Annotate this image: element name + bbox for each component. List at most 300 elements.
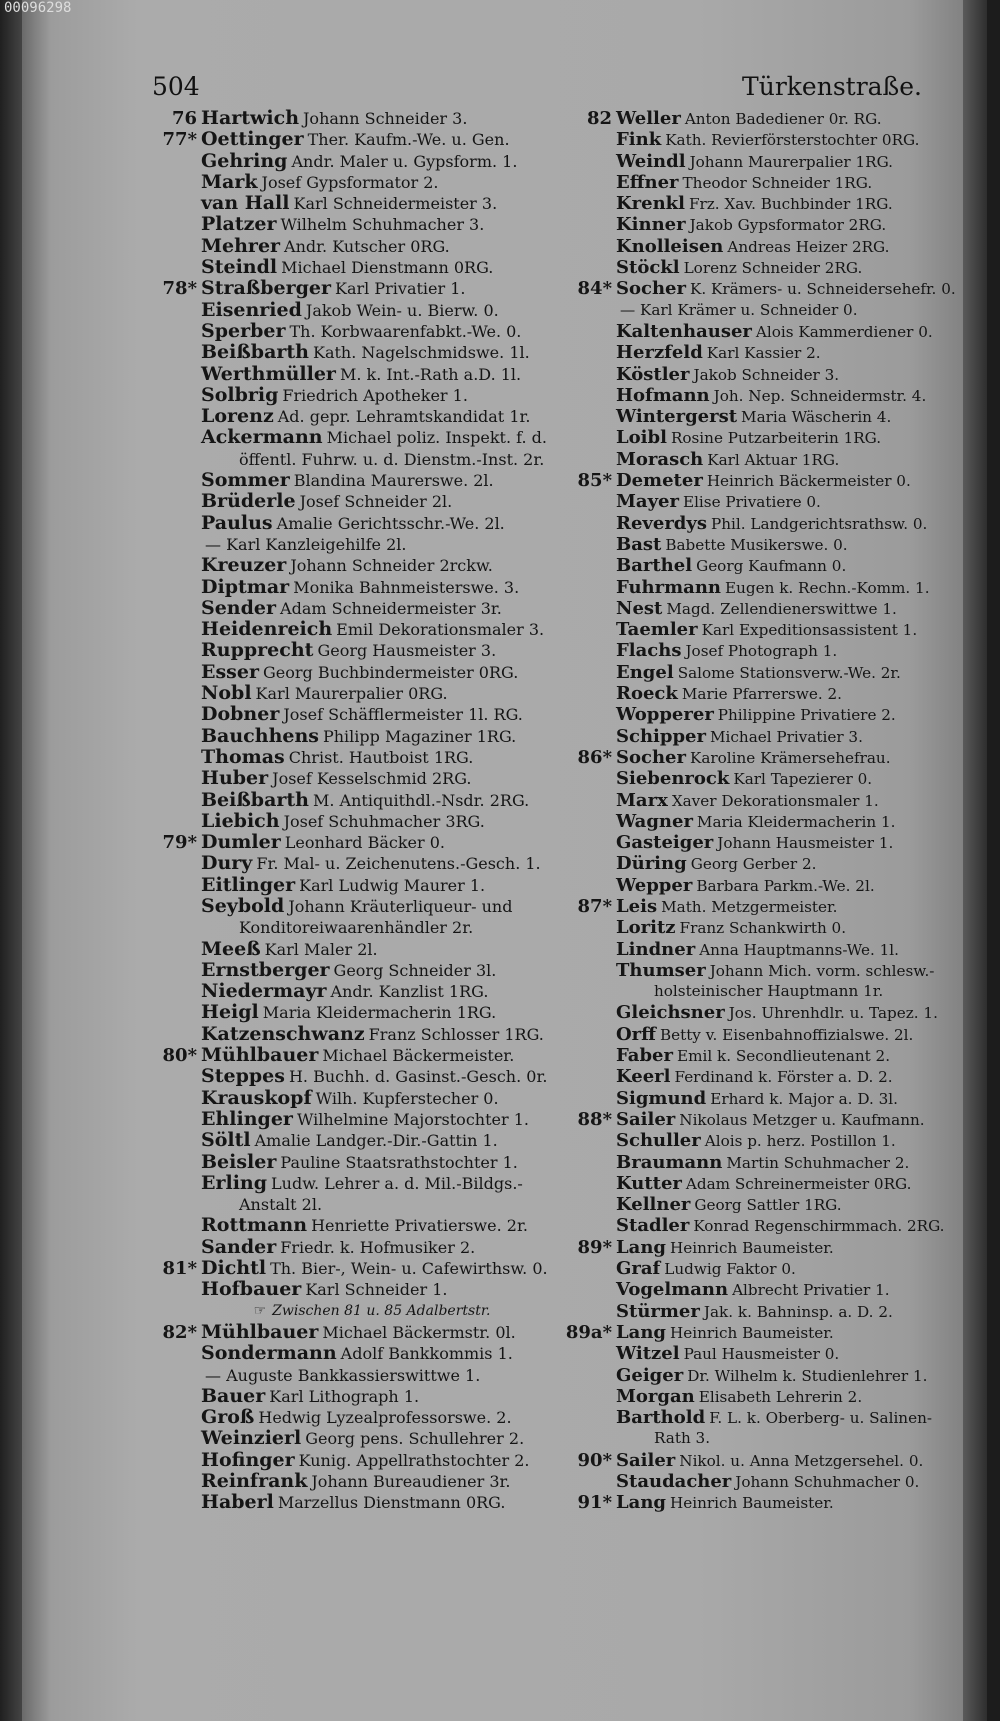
resident-surname: Stöckl: [616, 257, 680, 279]
house-number: 80*: [162, 1045, 197, 1067]
resident-detail: Wilh. Kupferstecher 0.: [315, 1088, 499, 1108]
directory-entry: [557, 1258, 987, 1279]
directory-entry: [557, 875, 987, 896]
house-number: 78*: [162, 278, 197, 300]
resident-detail: öffentl. Fuhrw. u. d. Dienstm.-Inst. 2r.: [239, 449, 545, 469]
resident-detail: Rath 3.: [654, 1429, 711, 1448]
resident-surname: Engel: [616, 661, 674, 683]
section-note: [142, 1301, 602, 1322]
directory-entry: [557, 939, 987, 960]
resident-detail: Karl Maler 2l.: [264, 939, 378, 959]
resident-detail: Karl Schneidermeister 3.: [293, 194, 498, 214]
resident-surname: Sender: [201, 597, 277, 619]
directory-entry: [142, 555, 602, 576]
directory-entry: [142, 1002, 602, 1023]
resident-detail: Johann Hausmeister 1.: [717, 834, 894, 853]
resident-detail: Georg Buchbindermeister 0RG.: [262, 662, 519, 682]
resident-surname: Nest: [616, 597, 663, 619]
directory-entry: [142, 683, 602, 704]
resident-detail: Adolf Bankkommis 1.: [340, 1344, 513, 1364]
resident-detail: Georg pens. Schullehrer 2.: [305, 1429, 525, 1449]
directory-entry: [142, 321, 602, 342]
directory-entry: [142, 832, 602, 853]
directory-entry: [557, 1215, 987, 1236]
directory-entry: [142, 1130, 602, 1151]
directory-entry: [557, 534, 987, 555]
resident-surname: Wopperer: [616, 704, 714, 726]
directory-entry: [142, 1407, 602, 1428]
directory-entry: [557, 1194, 987, 1215]
directory-entry: [142, 811, 602, 832]
resident-detail: Karl Kassier 2.: [706, 344, 821, 363]
resident-detail: Andreas Heizer 2RG.: [727, 237, 890, 256]
resident-detail: Wilhelmine Majorstochter 1.: [296, 1109, 529, 1129]
directory-entry: [557, 1407, 987, 1428]
resident-detail: holsteinischer Hauptmann 1r.: [654, 982, 884, 1001]
resident-surname: Barthold: [616, 1407, 706, 1429]
directory-entry: [142, 981, 602, 1002]
resident-surname: Dumler: [201, 832, 281, 854]
resident-surname: Loibl: [616, 427, 667, 449]
directory-entry: [142, 236, 602, 257]
directory-entry: [142, 449, 602, 470]
resident-detail: Johann Kräuterliqueur- und: [288, 896, 513, 916]
resident-surname: Hofbauer: [201, 1279, 302, 1301]
resident-detail: Ferdinand k. Förster a. D. 2.: [674, 1068, 893, 1087]
resident-surname: Schipper: [616, 725, 706, 747]
resident-surname: Steindl: [201, 257, 278, 279]
directory-entry: [557, 1322, 987, 1343]
directory-entry: [142, 853, 602, 874]
resident-surname: Kutter: [616, 1172, 682, 1194]
resident-surname: Groß: [201, 1407, 255, 1429]
resident-detail: Michael Bäckermeister.: [322, 1046, 515, 1066]
directory-entry: [557, 300, 987, 321]
directory-entry: [557, 470, 987, 491]
directory-entry: [557, 278, 987, 299]
resident-surname: Geiger: [616, 1364, 684, 1386]
resident-surname: Platzer: [201, 214, 277, 236]
directory-entry: [557, 385, 987, 406]
directory-entry: [142, 960, 602, 981]
resident-detail: Andr. Maler u. Gypsform. 1.: [291, 151, 518, 171]
house-number: 91*: [577, 1492, 612, 1514]
directory-entry: [557, 981, 987, 1002]
street-title: Türkenstraße.: [742, 72, 922, 101]
house-number: 82: [586, 108, 612, 129]
resident-detail: Frz. Xav. Buchbinder 1RG.: [688, 195, 893, 214]
directory-entry: [557, 747, 987, 768]
directory-entry: [142, 1237, 602, 1258]
resident-detail: Josef Photograph 1.: [685, 642, 838, 661]
resident-detail: Josef Gypsformator 2.: [261, 172, 439, 192]
resident-detail: Kath. Revierförsterstochter 0RG.: [665, 131, 920, 150]
directory-entry: [142, 193, 602, 214]
resident-detail: — Karl Krämer u. Schneider 0.: [620, 300, 858, 319]
resident-surname: Weinzierl: [201, 1428, 302, 1450]
resident-detail: Phil. Landgerichtsrathsw. 0.: [710, 514, 928, 533]
directory-entry: [142, 1428, 602, 1449]
resident-surname: Weindl: [616, 150, 686, 172]
resident-surname: Schuller: [616, 1130, 701, 1152]
resident-detail: Maria Kleidermacherin 1.: [696, 812, 896, 831]
house-number: 76: [171, 108, 197, 129]
directory-entry: [557, 449, 987, 470]
directory-entry: [142, 172, 602, 193]
directory-entry: [142, 1492, 602, 1513]
resident-surname: Kreuzer: [201, 555, 287, 577]
resident-surname: Lorenz: [201, 406, 274, 428]
resident-detail: Adam Schneidermeister 3r.: [280, 598, 502, 618]
resident-surname: Huber: [201, 768, 269, 790]
directory-entry: [557, 1045, 987, 1066]
resident-detail: Emil k. Secondlieutenant 2.: [676, 1047, 891, 1066]
resident-surname: Esser: [201, 661, 259, 683]
resident-detail: Marie Pfarrerswe. 2.: [681, 685, 842, 704]
resident-detail: Math. Metzgermeister.: [661, 897, 838, 916]
resident-surname: Braumann: [616, 1151, 723, 1173]
resident-detail: Dr. Wilhelm k. Studienlehrer 1.: [687, 1366, 928, 1385]
directory-entry: [142, 875, 602, 896]
resident-surname: Gehring: [201, 150, 288, 172]
next-page-edge: [963, 0, 987, 1721]
resident-surname: Rupprecht: [201, 640, 314, 662]
resident-detail: Philippine Privatiere 2.: [717, 706, 896, 725]
directory-entry: [142, 577, 602, 598]
directory-entry: [142, 257, 602, 278]
directory-entry: [142, 1386, 602, 1407]
resident-surname: Vogelmann: [616, 1279, 729, 1301]
resident-surname: Mühlbauer: [201, 1321, 319, 1343]
house-number: 85*: [577, 470, 612, 492]
resident-detail: Karoline Krämersehefrau.: [690, 748, 891, 767]
resident-detail: Johann Schneider 2rckw.: [290, 556, 493, 576]
resident-surname: Düring: [616, 853, 687, 875]
page-number: 504: [152, 72, 200, 101]
directory-entry: [557, 1450, 987, 1471]
directory-entry: [142, 278, 602, 299]
directory-entry: [142, 1109, 602, 1130]
directory-entry: [557, 1237, 987, 1258]
resident-detail: Barbara Parkm.-We. 2l.: [696, 876, 875, 895]
directory-entry: [142, 491, 602, 512]
resident-detail: Philipp Magaziner 1RG.: [322, 726, 517, 746]
resident-surname: Sailer: [616, 1449, 676, 1471]
resident-surname: van Hall: [201, 193, 290, 215]
directory-entry: [557, 1002, 987, 1023]
resident-detail: K. Krämers- u. Schneidersehefr. 0.: [690, 280, 956, 299]
resident-detail: Michael Privatier 3.: [710, 727, 863, 746]
house-number: 84*: [577, 278, 612, 300]
directory-entry: [142, 1365, 602, 1386]
resident-surname: Krauskopf: [201, 1087, 312, 1109]
resident-surname: Mayer: [616, 491, 679, 513]
directory-entry: [142, 364, 602, 385]
directory-entry: [142, 342, 602, 363]
resident-surname: Reverdys: [616, 512, 707, 534]
resident-detail: Kath. Nagelschmidswe. 1l.: [313, 343, 530, 363]
resident-surname: Ackermann: [201, 427, 323, 449]
resident-detail: Karl Ludwig Maurer 1.: [299, 875, 486, 895]
resident-surname: Demeter: [616, 470, 703, 492]
page-header: [152, 72, 922, 106]
resident-detail: Karl Maurerpalier 0RG.: [255, 684, 448, 704]
resident-detail: Konrad Regenschirmmach. 2RG.: [693, 1217, 945, 1236]
directory-entry: [142, 1194, 602, 1215]
resident-surname: Thomas: [201, 746, 285, 768]
directory-entry: [557, 1173, 987, 1194]
resident-surname: Sigmund: [616, 1087, 707, 1109]
resident-surname: Erling: [201, 1172, 268, 1194]
house-number: 89a*: [565, 1321, 612, 1343]
directory-entry: [557, 598, 987, 619]
resident-surname: Werthmüller: [201, 363, 336, 385]
resident-surname: Witzel: [616, 1343, 680, 1365]
resident-detail: Martin Schuhmacher 2.: [726, 1153, 910, 1172]
resident-detail: Paul Hausmeister 0.: [683, 1345, 840, 1364]
resident-detail: Heinrich Baumeister.: [670, 1323, 834, 1342]
directory-entry: [142, 406, 602, 427]
resident-surname: Orff: [616, 1023, 656, 1045]
directory-entry: [142, 129, 602, 150]
resident-detail: Johann Bureaudiener 3r.: [311, 1472, 511, 1491]
house-number: 77*: [162, 129, 197, 151]
resident-detail: Alois Kammerdiener 0.: [755, 322, 933, 341]
directory-entry: [142, 917, 602, 938]
resident-detail: Monika Bahnmeisterswe. 3.: [293, 577, 520, 597]
directory-entry: [557, 1279, 987, 1300]
directory-entry: [557, 257, 987, 278]
resident-detail: Henriette Privatierswe. 2r.: [311, 1216, 528, 1236]
resident-surname: Straßberger: [201, 278, 332, 300]
resident-detail: Michael poliz. Inspekt. f. d.: [326, 428, 548, 448]
house-number: 87*: [577, 895, 612, 917]
resident-detail: Johann Schuhmacher 0.: [735, 1473, 920, 1491]
directory-entry: [557, 1471, 987, 1492]
resident-detail: Josef Schuhmacher 3RG.: [283, 811, 485, 831]
resident-surname: Thumser: [616, 959, 706, 981]
resident-detail: Karl Aktuar 1RG.: [707, 450, 840, 469]
resident-surname: Gleichsner: [616, 1002, 725, 1024]
resident-surname: Heidenreich: [201, 619, 333, 641]
resident-detail: — Auguste Bankkassierswittwe 1.: [205, 1365, 481, 1385]
resident-surname: Sperber: [201, 320, 286, 342]
resident-detail: Magd. Zellendienerswittwe 1.: [666, 599, 897, 618]
directory-entry: [142, 108, 602, 129]
directory-entry: [557, 1152, 987, 1173]
resident-detail: H. Buchh. d. Gasinst.-Gesch. 0r.: [288, 1067, 548, 1087]
resident-surname: Eisenried: [201, 299, 302, 321]
directory-entry: [142, 1173, 602, 1194]
directory-page: [22, 0, 987, 1721]
resident-detail: Heinrich Bäckermeister 0.: [706, 472, 911, 491]
resident-detail: Ther. Kaufm.-We. u. Gen.: [307, 130, 510, 150]
resident-surname: Taemler: [616, 619, 698, 641]
resident-surname: Hofinger: [201, 1449, 295, 1471]
directory-entry: [142, 939, 602, 960]
resident-detail: Karl Schneider 1.: [305, 1280, 448, 1300]
resident-detail: Erhard k. Major a. D. 3l.: [710, 1089, 898, 1108]
directory-entry: [557, 555, 987, 576]
resident-surname: Beisler: [201, 1151, 277, 1173]
directory-entry: [557, 1088, 987, 1109]
resident-surname: Staudacher: [616, 1471, 732, 1492]
resident-detail: Georg Schneider 3l.: [333, 960, 497, 980]
directory-entry: [557, 640, 987, 661]
resident-detail: Th. Bier-, Wein- u. Cafewirthsw. 0.: [270, 1259, 548, 1279]
resident-detail: — Karl Kanzleigehilfe 2l.: [205, 534, 407, 554]
resident-surname: Kinner: [616, 214, 686, 236]
directory-entry: [142, 896, 602, 917]
resident-surname: Wintergerst: [616, 406, 738, 428]
resident-surname: Graf: [616, 1258, 661, 1280]
directory-entry: [557, 577, 987, 598]
directory-entry: [557, 1301, 987, 1322]
resident-detail: M. k. Int.-Rath a.D. 1l.: [339, 364, 522, 384]
directory-entry: [557, 342, 987, 363]
directory-entry: [142, 1322, 602, 1343]
directory-entry: [142, 1045, 602, 1066]
resident-detail: Karl Lithograph 1.: [269, 1386, 420, 1406]
resident-detail: Anstalt 2l.: [239, 1195, 323, 1215]
directory-entry: [142, 768, 602, 789]
resident-detail: Christ. Hautboist 1RG.: [288, 747, 474, 767]
directory-entry: [557, 406, 987, 427]
resident-detail: Heinrich Baumeister.: [670, 1238, 834, 1257]
directory-entry: [142, 726, 602, 747]
resident-detail: Ad. gepr. Lehramtskandidat 1r.: [277, 407, 531, 427]
resident-surname: Weller: [616, 108, 681, 129]
directory-entry: [557, 768, 987, 789]
resident-detail: Adam Schreinermeister 0RG.: [685, 1174, 912, 1193]
resident-detail: Xaver Dekorationsmaler 1.: [671, 791, 879, 810]
resident-surname: Mühlbauer: [201, 1045, 319, 1067]
resident-surname: Hartwich: [201, 108, 300, 129]
resident-surname: Meeß: [201, 938, 261, 960]
resident-surname: Beißbarth: [201, 789, 309, 811]
resident-surname: Dichtl: [201, 1258, 267, 1280]
resident-surname: Bauchhens: [201, 725, 319, 747]
directory-entry: [557, 704, 987, 725]
resident-surname: Haberl: [201, 1492, 274, 1514]
resident-surname: Hofmann: [616, 384, 710, 406]
resident-detail: Maria Wäscherin 4.: [741, 408, 892, 427]
directory-entry: [142, 151, 602, 172]
resident-detail: Michael Bäckermstr. 0l.: [322, 1322, 516, 1342]
resident-surname: Ehlinger: [201, 1108, 293, 1130]
scan-id: 00096298: [4, 0, 72, 16]
directory-entry: [557, 960, 987, 981]
resident-surname: Dury: [201, 853, 253, 875]
resident-detail: Georg Hausmeister 3.: [317, 641, 497, 661]
resident-detail: Leonhard Bäcker 0.: [284, 833, 445, 853]
resident-surname: Morasch: [616, 448, 704, 470]
resident-surname: Solbrig: [201, 384, 279, 406]
directory-entry: [142, 427, 602, 448]
resident-detail: Alois p. herz. Postillon 1.: [704, 1132, 896, 1151]
directory-entry: [557, 1386, 987, 1407]
resident-surname: Lang: [616, 1321, 666, 1343]
resident-surname: Liebich: [201, 810, 280, 832]
resident-surname: Paulus: [201, 512, 273, 534]
book-gutter: [0, 0, 22, 1721]
directory-entry: [557, 683, 987, 704]
resident-surname: Stürmer: [616, 1300, 700, 1322]
resident-detail: Eugen k. Rechn.-Komm. 1.: [725, 578, 930, 597]
resident-detail: Andr. Kutscher 0RG.: [284, 236, 450, 256]
directory-entry: [557, 236, 987, 257]
directory-entry: [142, 662, 602, 683]
house-number: 89*: [577, 1236, 612, 1258]
resident-surname: Katzenschwanz: [201, 1023, 365, 1045]
directory-entry: [142, 1088, 602, 1109]
resident-detail: Theodor Schneider 1RG.: [682, 173, 873, 192]
resident-detail: Wilhelm Schuhmacher 3.: [280, 215, 485, 235]
resident-detail: Karl Expeditionsassistent 1.: [701, 621, 918, 640]
resident-detail: Joh. Nep. Schneidermstr. 4.: [713, 386, 927, 405]
resident-detail: Elise Privatiere 0.: [682, 493, 821, 512]
directory-entry: [557, 811, 987, 832]
resident-surname: Faber: [616, 1045, 673, 1067]
resident-surname: Rottmann: [201, 1215, 308, 1237]
directory-entry: [142, 1450, 602, 1471]
resident-detail: Elisabeth Lehrerin 2.: [698, 1387, 863, 1406]
resident-detail: Johann Schneider 3.: [303, 109, 468, 128]
resident-surname: Roeck: [616, 683, 678, 705]
resident-detail: Marzellus Dienstmann 0RG.: [277, 1493, 506, 1513]
resident-detail: Pauline Staatsrathstochter 1.: [280, 1152, 518, 1172]
house-number: 81*: [162, 1258, 197, 1280]
resident-detail: Andr. Kanzlist 1RG.: [330, 982, 489, 1002]
resident-surname: Marx: [616, 789, 668, 811]
resident-surname: Heigl: [201, 1002, 259, 1024]
directory-entry: [557, 726, 987, 747]
resident-detail: Salome Stationsverw.-We. 2r.: [677, 663, 901, 682]
resident-surname: Nobl: [201, 683, 252, 705]
directory-entry: [557, 662, 987, 683]
resident-surname: Bast: [616, 533, 662, 555]
resident-detail: Jak. k. Bahninsp. a. D. 2.: [703, 1302, 893, 1321]
resident-surname: Köstler: [616, 363, 690, 385]
resident-surname: Reinfrank: [201, 1471, 308, 1492]
resident-detail: Karl Tapezierer 0.: [733, 770, 873, 789]
resident-surname: Oettinger: [201, 129, 304, 151]
resident-surname: Barthel: [616, 555, 693, 577]
directory-entry: [142, 619, 602, 640]
resident-detail: Josef Kesselschmid 2RG.: [272, 769, 472, 789]
resident-detail: F. L. k. Oberberg- u. Salinen-: [709, 1409, 932, 1428]
resident-surname: Socher: [616, 746, 686, 768]
resident-surname: Flachs: [616, 640, 682, 662]
directory-entry: [142, 704, 602, 725]
pointing-hand-icon: ☞: [253, 1302, 267, 1319]
resident-surname: Loritz: [616, 917, 676, 939]
directory-entry: [557, 193, 987, 214]
house-number: 86*: [577, 746, 612, 768]
resident-surname: Ernstberger: [201, 959, 330, 981]
resident-surname: Gasteiger: [616, 832, 714, 854]
resident-detail: M. Antiquithdl.-Nsdr. 2RG.: [313, 790, 530, 810]
resident-detail: Babette Musikerswe. 0.: [665, 535, 848, 554]
resident-surname: Herzfeld: [616, 342, 703, 364]
resident-detail: Ludwig Faktor 0.: [664, 1260, 796, 1279]
resident-surname: Brüderle: [201, 491, 296, 513]
resident-surname: Knolleisen: [616, 235, 724, 257]
directory-entry: [557, 427, 987, 448]
resident-surname: Sander: [201, 1236, 277, 1258]
resident-detail: Blandina Maurerswe. 2l.: [293, 471, 494, 491]
resident-detail: Karl Privatier 1.: [335, 279, 466, 299]
